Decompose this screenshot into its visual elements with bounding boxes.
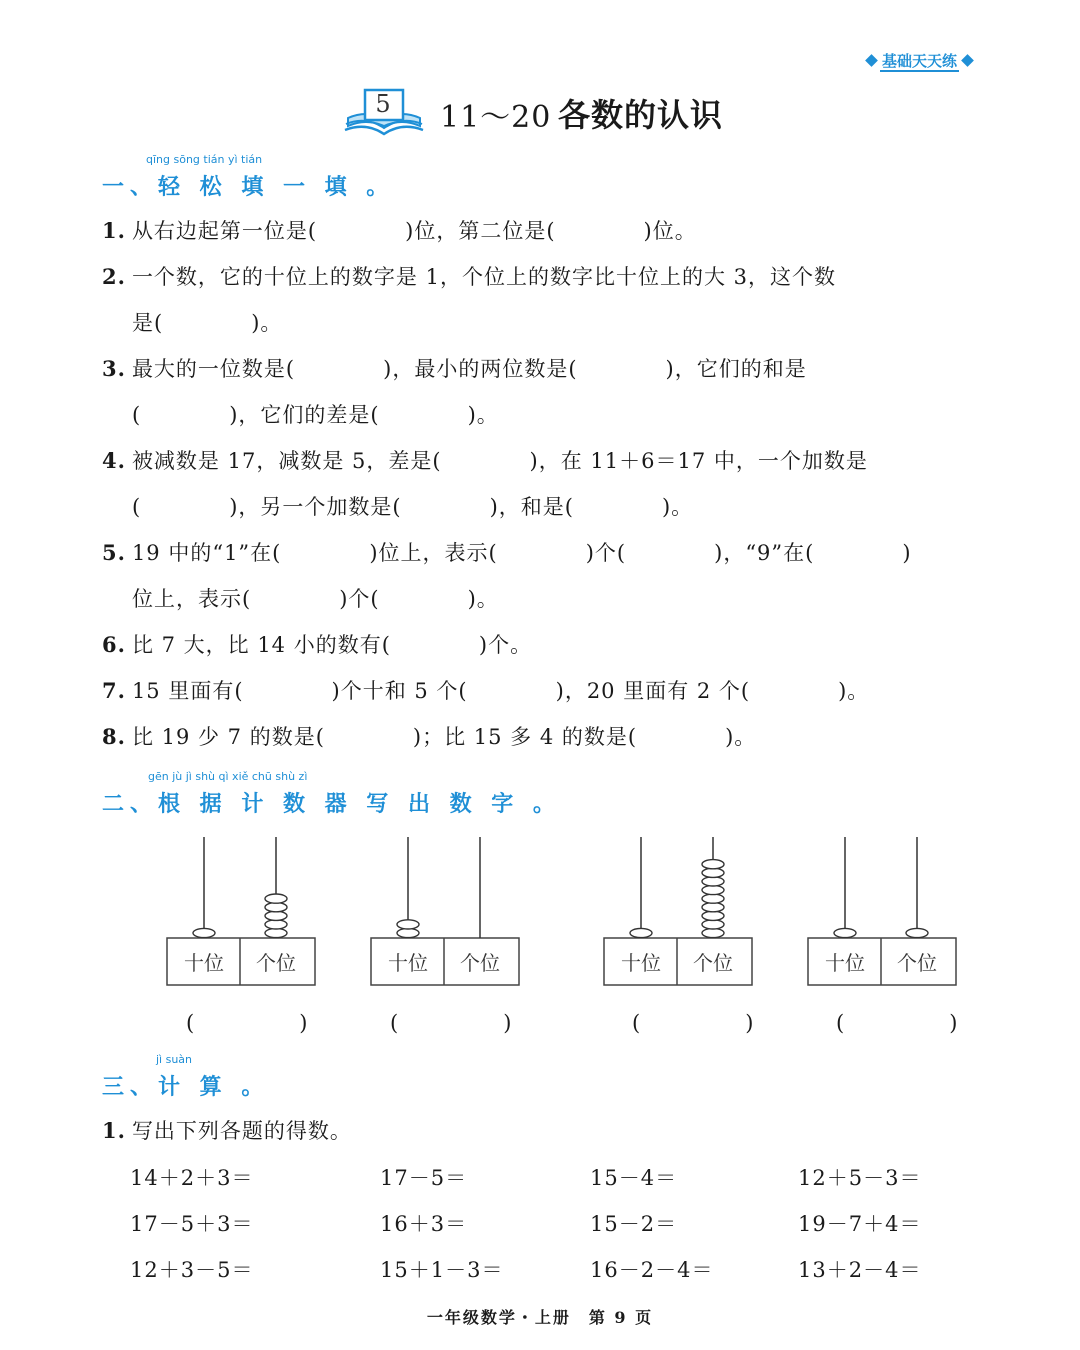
question-text: ( )，它们的差是( )。 [132,403,499,427]
equation: 12＋3－5＝ [130,1258,254,1282]
bead [630,928,652,937]
abacus-1-answer-blank[interactable]: ( ) [186,1011,308,1035]
abacus-3-answer-blank[interactable]: ( ) [632,1011,754,1035]
bead [193,928,215,937]
bead [702,877,724,886]
question-8 [102,714,982,760]
question-2-line-2 [102,300,982,346]
question-6 [102,622,982,668]
question-number: 3. [102,356,126,381]
section2-heading: 二、根 据 计 数 器 写 出 数 字 。 [102,792,561,817]
question-number: 2. [102,264,126,289]
abacus-2 [370,835,522,990]
question-text: 最大的一位数是( )，最小的两位数是( )，它们的和是 [131,357,807,381]
question-text: 从右边起第一位是( )位，第二位是( )位。 [131,219,697,243]
tens-label: 十位 [388,951,428,975]
bead [702,903,724,912]
question-3 [102,346,982,392]
question-text: 15 里面有( )个十和 5 个( )，20 里面有 2 个( )。 [131,679,870,703]
bead [834,928,856,937]
bead [265,894,287,903]
diamond-icon [961,54,974,67]
question-text: 一个数，它的十位上的数字是 1，个位上的数字比十位上的大 3，这个数 [131,265,837,289]
ones-label: 个位 [693,951,733,975]
ones-label: 个位 [256,951,296,975]
bead [397,928,419,937]
question-text: ( )，另一个加数是( )，和是( )。 [132,495,694,519]
ones-label: 个位 [897,951,937,975]
bead [397,920,419,929]
bead [702,868,724,877]
equation: 14＋2＋3＝ [130,1166,254,1190]
equation: 17－5＝ [380,1166,468,1190]
question-1 [102,208,982,254]
bead [265,903,287,912]
question-number: 6. [102,632,126,657]
equation: 16－2－4＝ [590,1258,714,1282]
bead [702,928,724,937]
section1-pinyin: qīng sōng tián yì tián [146,153,263,166]
series-badge-text: 基础天天练 [881,52,957,70]
ones-label: 个位 [460,951,500,975]
question-2 [102,254,982,300]
question-number: 8. [102,724,126,749]
bead [702,894,724,903]
abacus-3 [603,835,755,990]
question-text: 比 7 大，比 14 小的数有( )个。 [131,633,533,657]
bead [702,885,724,894]
section3-heading: 三、计 算 。 [102,1075,270,1100]
question-5 [102,530,982,576]
question-number: 4. [102,448,126,473]
calc-question-1 [102,1108,982,1154]
question-number: 5. [102,540,126,565]
abacus-1 [166,835,318,990]
series-badge [863,50,976,71]
section1-heading: 一、轻 松 填 一 填 。 [102,175,395,200]
section3-pinyin: jì suàn [156,1053,193,1066]
question-4 [102,438,982,484]
lesson-title: 各数的认识 [558,96,724,134]
tens-label: 十位 [184,951,224,975]
question-4-line-2 [102,484,982,530]
abacus-4 [807,835,959,990]
tens-label: 十位 [621,951,661,975]
equation: 15－4＝ [590,1166,678,1190]
question-number: 1. [102,218,126,243]
page-footer: 一年级数学・上册 第 9 页 [426,1308,654,1327]
bead [265,911,287,920]
bead [702,911,724,920]
question-7 [102,668,982,714]
equation: 16＋3＝ [380,1212,468,1236]
question-3-line-2 [102,392,982,438]
question-text: 是( )。 [132,311,283,335]
equation: 17－5＋3＝ [130,1212,254,1236]
tens-label: 十位 [825,951,865,975]
lesson-number: 5 [375,90,391,118]
bead [702,920,724,929]
abacus-2-answer-blank[interactable]: ( ) [390,1011,512,1035]
question-text: 被减数是 17，减数是 5，差是( )，在 11＋6＝17 中，一个加数是 [131,449,868,473]
question-number: 7. [102,678,126,703]
question-text: 比 19 少 7 的数是( )；比 15 多 4 的数是( )。 [131,725,757,749]
bead [702,860,724,869]
lesson-title-range: 11～20 [440,100,552,135]
bead [265,928,287,937]
question-5-line-2 [102,576,982,622]
bead [906,928,928,937]
abacus-4-answer-blank[interactable]: ( ) [836,1011,958,1035]
question-text: 位上，表示( )个( )。 [132,587,499,611]
equation: 13＋2－4＝ [798,1258,922,1282]
equation: 15－2＝ [590,1212,678,1236]
question-text: 写出下列各题的得数。 [131,1119,352,1143]
diamond-icon [865,54,878,67]
equation: 15＋1－3＝ [380,1258,504,1282]
section2-pinyin: gēn jù jì shù qì xiě chū shù zì [148,770,308,783]
question-text: 19 中的“1”在( )位上，表示( )个( )，“9”在( ) [131,541,912,565]
equation: 19－7＋4＝ [798,1212,922,1236]
equation: 12＋5－3＝ [798,1166,922,1190]
bead [265,920,287,929]
question-number: 1. [102,1118,126,1143]
